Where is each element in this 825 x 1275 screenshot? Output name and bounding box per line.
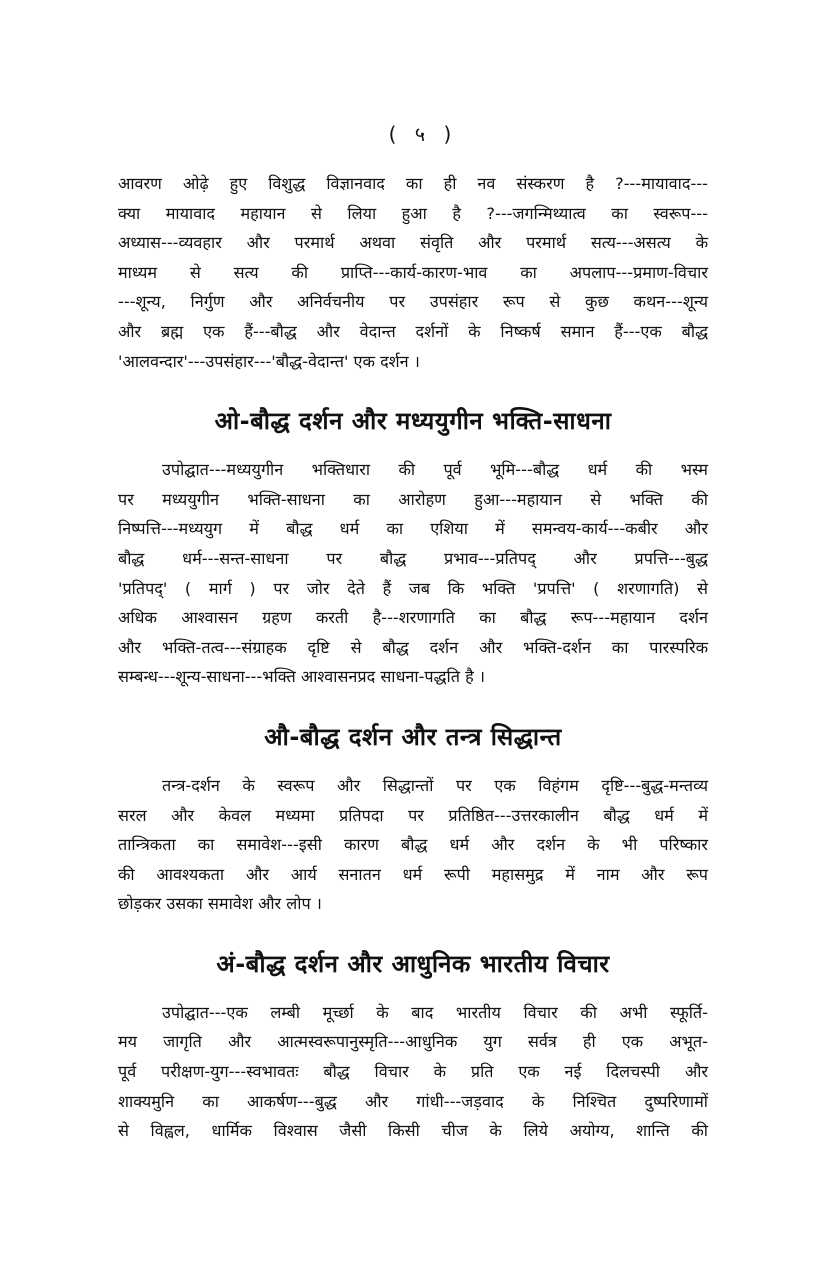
intro-paragraph: [118, 169, 708, 376]
paragraph-line: की आवश्यकता और आर्य सनातन धर्म रूपी महासमुद्र में नाम और रूप: [118, 864, 708, 884]
document-page: [118, 120, 708, 1146]
section-paragraph-o: [118, 455, 708, 692]
paragraph-line: सम्बन्ध---शून्य-साधना---भक्ति आश्वासनप्रद साधना-पद्धति है ।: [118, 667, 486, 687]
section-paragraph-au: [118, 771, 708, 919]
paragraph-line: निष्पत्ति---मध्ययुग में बौद्ध धर्म का एशिया में समन्वय-कार्य---कबीर और: [118, 519, 708, 539]
paragraph-line: शाक्यमुनि का आकर्षण---बुद्ध और गांधी---जड़वाद के निश्चित दुष्परिणामों: [118, 1091, 708, 1111]
paragraph-line: पूर्व परीक्षण-युग---स्वभावतः बौद्ध विचार के प्रति एक नई दिलचस्पी और: [118, 1062, 708, 1082]
paragraph-line: अध्यास---व्यवहार और परमार्थ अथवा संवृति और परमार्थ सत्य---असत्य के: [118, 233, 708, 253]
paragraph-line: उपोद्घात---एक लम्बी मूर्च्छा के बाद भारतीय विचार की अभी स्फूर्ति-: [162, 1002, 708, 1022]
paragraph-line: मय जागृति और आत्मस्वरूपानुस्मृति---आधुनिक युग सर्वत्र ही एक अभूत-: [118, 1032, 708, 1052]
paragraph-line: 'प्रतिपद्' ( मार्ग ) पर जोर देते हैं जब कि भक्ति 'प्रपत्ति' ( शरणागति) से: [118, 578, 708, 598]
paragraph-line: आवरण ओढ़े हुए विशुद्ध विज्ञानवाद का ही नव संस्करण है ?---मायावाद---: [118, 174, 708, 193]
paragraph-line: से विह्वल, धार्मिक विश्वास जैसी किसी चीज के लिये अयोग्य, शान्ति की: [118, 1121, 708, 1141]
paragraph-line: उपोद्घात---मध्ययुगीन भक्तिधारा की पूर्व भूमि---बौद्ध धर्म की भस्म: [162, 460, 708, 480]
paragraph-line: सरल और केवल मध्यमा प्रतिपदा पर प्रतिष्ठित---उत्तरकालीन बौद्ध धर्म में: [118, 805, 708, 825]
section-heading-am: अं-बौद्ध दर्शन और आधुनिक भारतीय विचार: [216, 949, 610, 978]
page-number: ( ५ ): [388, 122, 458, 146]
paragraph-line: और भक्ति-तत्व---संग्राहक दृष्टि से बौद्ध दर्शन और भक्ति-दर्शन का पारस्परिक: [118, 637, 708, 657]
paragraph-line: ---शून्य, निर्गुण और अनिर्वचनीय पर उपसंहार रूप से कुछ कथन---शून्य: [118, 292, 708, 312]
section-heading-o: ओ-बौद्ध दर्शन और मध्ययुगीन भक्ति-साधना: [214, 407, 612, 436]
paragraph-line: और ब्रह्म एक हैं---बौद्ध और वेदान्त दर्शनों के निष्कर्ष समान हैं---एक बौद्ध: [118, 321, 708, 341]
section-paragraph-am: [118, 998, 708, 1146]
paragraph-line: माध्यम से सत्य की प्राप्ति---कार्य-कारण-भाव का अपलाप---प्रमाण-विचार: [118, 262, 708, 282]
paragraph-line: क्या मायावाद महायान से लिया हुआ है ?---जगन्मिथ्यात्व का स्वरूप---: [118, 203, 708, 223]
paragraph-line: 'आलवन्दार'---उपसंहार---'बौद्ध-वेदान्त' एक दर्शन ।: [118, 351, 420, 371]
section-heading-au: औ-बौद्ध दर्शन और तन्त्र सिद्धान्त: [264, 722, 562, 751]
paragraph-line: छोड़कर उसका समावेश और लोप ।: [118, 894, 322, 914]
paragraph-line: बौद्ध धर्म---सन्त-साधना पर बौद्ध प्रभाव---प्रतिपद् और प्रपत्ति---बुद्ध: [118, 548, 708, 568]
paragraph-line: पर मध्ययुगीन भक्ति-साधना का आरोहण हुआ---महायान से भक्ति की: [118, 489, 708, 509]
paragraph-line: अधिक आश्वासन ग्रहण करती है---शरणागति का बौद्ध रूप---महायान दर्शन: [118, 608, 708, 628]
paragraph-line: तन्त्र-दर्शन के स्वरूप और सिद्धान्तों पर एक विहंगम दृष्टि---बुद्ध-मन्तव्य: [162, 775, 708, 795]
paragraph-line: तान्त्रिकता का समावेश---इसी कारण बौद्ध धर्म और दर्शन के भी परिष्कार: [118, 835, 708, 855]
